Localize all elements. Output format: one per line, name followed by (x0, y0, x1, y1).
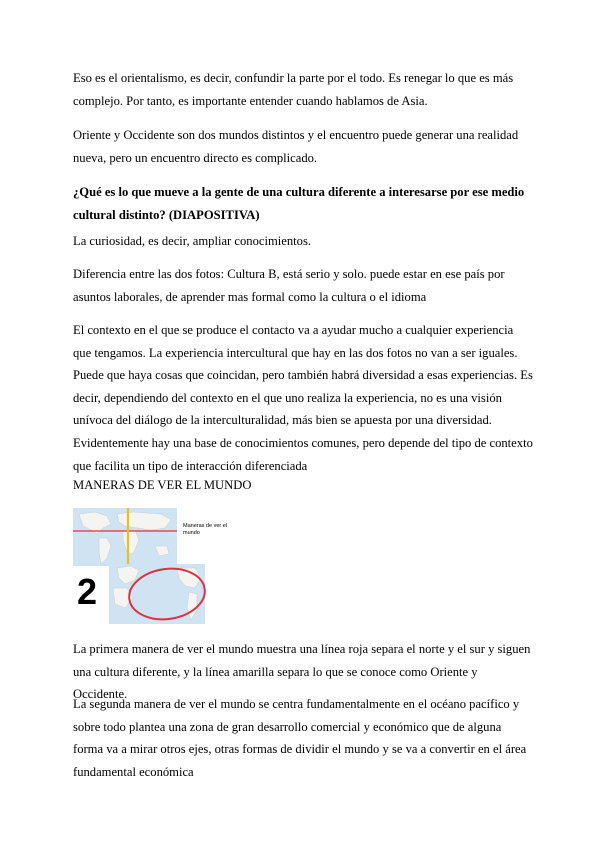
paragraph-segunda-manera: La segunda manera de ver el mundo se centra fundamentalmente en el océano pacífico y sobre todo plantea una zona de gran desarrollo comercial y económico que de alguna forma va a mirar otros ejes, otras formas de dividir el mundo y se va a convertir en el área fundamental económica (73, 697, 527, 779)
paragraph-orientalismo: Eso es el orientalismo, es decir, confundir la parte por el todo. Es renegar lo que es más complejo. Por tanto, es importante entender cuando hablamos de Asia. (73, 71, 514, 108)
world-maps-figure (73, 508, 228, 626)
figure-caption: Maneras de ver el mundo (183, 523, 228, 536)
section-heading: MANERAS DE VER EL MUNDO (73, 478, 252, 492)
paragraph-primera-manera: La primera manera de ver el mundo muestra una línea roja separa el norte y el sur y siguen una cultura diferente, y la línea amarilla separa lo que se conoce como Oriente y Occidente. (73, 642, 531, 702)
paragraph-diferencia-fotos: Diferencia entre las dos fotos: Cultura B, está serio y solo. puede estar en ese país por asuntos laborales, de aprender mas formal como la cultura o el idioma (73, 267, 505, 304)
paragraph-contexto: El contexto en el que se produce el contacto va a ayudar mucho a cualquier experiencia que tengamos. La experiencia intercultural que hay en las dos fotos no van a ser iguales. Puede que haya cosas que coincidan, pero también habrá diversidad a esas experiencias. Es decir, dependiendo del contexto en el que uno realiza la experiencia, no es una visión unívoca del diálogo de la interculturalidad, más bien se apuesta por una diversidad. Evidentemente hay una base de conocimientos comunes, pero depende del tipo de contexto que facilita un tipo de interacción diferenciada (73, 323, 533, 473)
paragraph-curiosidad: La curiosidad, es decir, ampliar conocimientos. (73, 234, 311, 248)
question-heading: ¿Qué es lo que mueve a la gente de una cultura diferente a interesarse por ese medio cultural distinto? (DIAPOSITIVA) (73, 185, 525, 222)
paragraph-oriente-occidente: Oriente y Occidente son dos mundos distintos y el encuentro puede generar una realidad nueva, pero un encuentro directo es complicado. (73, 128, 519, 165)
figure-number: 2 (77, 571, 98, 612)
